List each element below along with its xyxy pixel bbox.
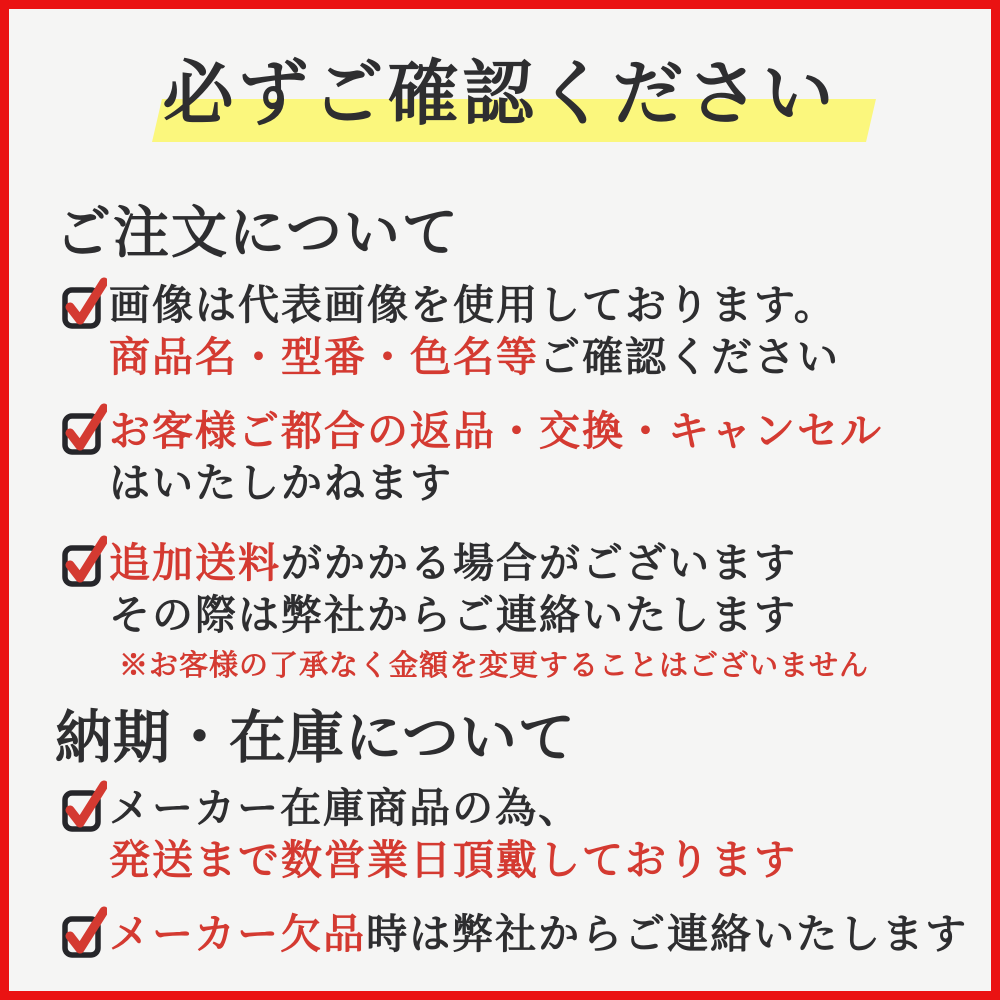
notice-item [61,279,840,383]
notice-item [61,782,797,886]
notice-text-segment: 画像は代表画像を使用しております。 [109,282,837,328]
notice-text-segment: 発送まで数営業日頂戴しております [109,837,797,883]
notice-line [109,405,883,457]
checkbox-checked-icon [61,776,107,834]
notice-item [61,537,869,683]
section-heading-order: ご注文について [55,203,460,265]
notice-text-segment: がかかる場合がございます [281,540,797,586]
checkbox-checked-icon [61,399,107,457]
notice-line [109,589,869,641]
notice-text-segment: メーカー在庫商品の為、 [109,785,582,831]
notice-line [109,331,840,383]
notice-text-segment: ご確認ください [539,334,840,380]
section-heading-delivery-stock: 納期・在庫について [55,707,576,770]
notice-text-segment: お客様ご都合の返品・交換・キャンセル [109,408,883,454]
notice-line [109,908,968,960]
notice-line [109,457,883,509]
notice-lines [109,782,797,886]
notice-line [109,537,869,589]
notice-text-segment: メーカー欠品 [109,911,367,957]
notice-item [61,405,883,509]
checkbox-checked-icon [61,273,107,331]
notice-item [61,908,968,960]
notice-lines [109,537,869,683]
notice-text-segment: 商品名・型番・色名等 [109,334,539,380]
notice-text-segment: 追加送料 [109,540,281,586]
notice-text-segment: その際は弊社からご連絡いたします [109,592,797,638]
notice-line [109,834,797,886]
checkbox-checked-icon [61,902,107,960]
note-text: ※お客様の了承なく金額を変更することはございません [119,650,870,682]
checkbox-checked-icon [61,531,107,589]
notice-lines [109,279,840,383]
notice-line [109,279,840,331]
notice-lines [109,908,968,960]
page-title: 必ずご確認ください [162,56,838,134]
notice-text-segment: 時は弊社からご連絡いたします [366,911,969,957]
notice-lines [109,405,883,509]
notice-line [109,782,797,834]
notice-text-segment: はいたしかねます [109,460,453,506]
